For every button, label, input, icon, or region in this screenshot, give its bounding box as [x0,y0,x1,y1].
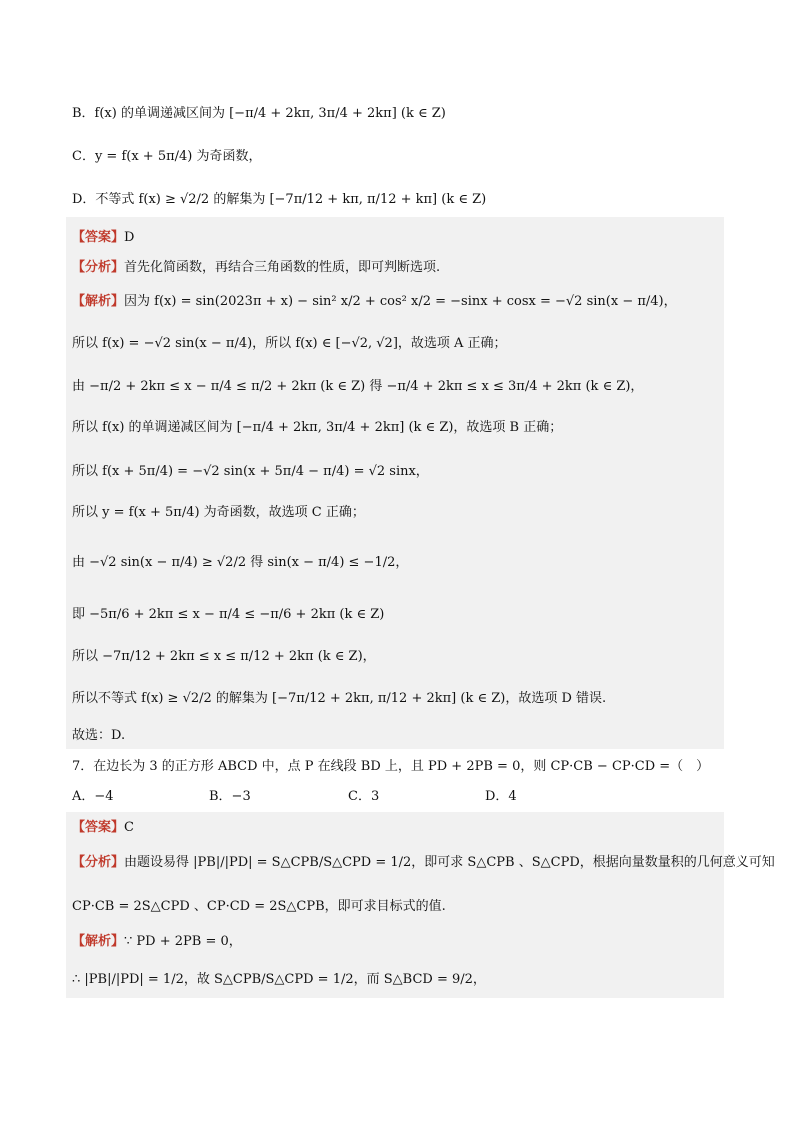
option-b: B．f(x) 的单调递减区间为 [−π/4 + 2kπ, 3π/4 + 2kπ] (k ∈ Z) [72,106,446,121]
analysis-tag: 【分析】 [72,260,125,275]
analysis-text: 首先化简函数，再结合三角函数的性质，即可判断选项. [124,260,441,275]
answer-value: C [124,820,134,835]
q7-analysis-line-1: CP·CB = 2S△CPD 、CP·CD = 2S△CPB，即可求目标式的值. [72,899,446,914]
option-c: C．y = f(x + 5π/4) 为奇函数， [72,149,262,164]
choice-b: B．−3 [209,789,251,804]
q6-analysis [72,258,440,278]
solution-text: 因为 f(x) = sin(2023π + x) − sin² x/2 + cos² x/2 = −sinx + cosx = −√2 sin(x − π/4)， [124,294,677,309]
q7-solution-line-0 [72,932,242,952]
q6-solution-line-8: 所以 −7π/12 + 2kπ ≤ x ≤ π/12 + 2kπ (k ∈ Z)， [72,649,376,664]
q6-solution-line-7: 即 −5π/6 + 2kπ ≤ x − π/4 ≤ −π/6 + 2kπ (k ∈ Z) [72,607,385,622]
q6-answer [72,228,134,248]
choice-c: C．3 [348,789,380,804]
q6-solution-line-6: 由 −√2 sin(x − π/4) ≥ √2/2 得 sin(x − π/4) ≤ −1/2， [72,555,409,570]
q6-solution-line-9: 所以不等式 f(x) ≥ √2/2 的解集为 [−7π/12 + 2kπ, π/12 + 2kπ] (k ∈ Z)，故选项 D 错误. [72,691,607,706]
answer-tag: 【答案】 [72,230,125,245]
q7-answer [72,818,134,838]
q6-solution-line-1: 所以 f(x) = −√2 sin(x − π/4)，所以 f(x) ∈ [−√2, √2]，故选项 A 正确； [72,336,507,351]
q7-stem: 7．在边长为 3 的正方形 ABCD 中，点 P 在线段 BD 上，且 PD + 2PB = 0，则 CP·CB − CP·CD =（ ） [72,759,710,774]
solution-tag: 【解析】 [72,934,125,949]
option-d: D．不等式 f(x) ≥ √2/2 的解集为 [−7π/12 + kπ, π/12 + kπ] (k ∈ Z) [72,192,487,207]
choice-d: D．4 [485,789,517,804]
solution-tag: 【解析】 [72,294,125,309]
answer-tag: 【答案】 [72,820,125,835]
q7-analysis-line-0 [72,853,775,873]
q6-solution-line-10: 故选：D. [72,728,126,743]
q6-solution-line-5: 所以 y = f(x + 5π/4) 为奇函数，故选项 C 正确； [72,505,365,520]
solution-text: ∵ PD + 2PB = 0， [124,934,242,949]
q6-solution-line-2: 由 −π/2 + 2kπ ≤ x − π/4 ≤ π/2 + 2kπ (k ∈ Z) 得 −π/4 + 2kπ ≤ x ≤ 3π/4 + 2kπ (k ∈ Z)， [72,379,644,394]
analysis-tag: 【分析】 [72,855,125,870]
analysis-text: 由题设易得 |PB|/|PD| = S△CPB/S△CPD = 1/2，即可求 S△CPB 、S△CPD，根据向量数量积的几何意义可知 [124,855,775,870]
answer-value: D [124,230,135,245]
q6-solution-line-4: 所以 f(x + 5π/4) = −√2 sin(x + 5π/4 − π/4) = √2 sinx， [72,464,429,479]
q7-solution-line-1: ∴ |PB|/|PD| = 1/2，故 S△CPB/S△CPD = 1/2，而 S△BCD = 9/2， [72,972,486,987]
q6-solution-line-3: 所以 f(x) 的单调递减区间为 [−π/4 + 2kπ, 3π/4 + 2kπ] (k ∈ Z)，故选项 B 正确； [72,420,563,435]
q6-solution-line-0 [72,292,677,312]
choice-a: A．−4 [72,789,114,804]
